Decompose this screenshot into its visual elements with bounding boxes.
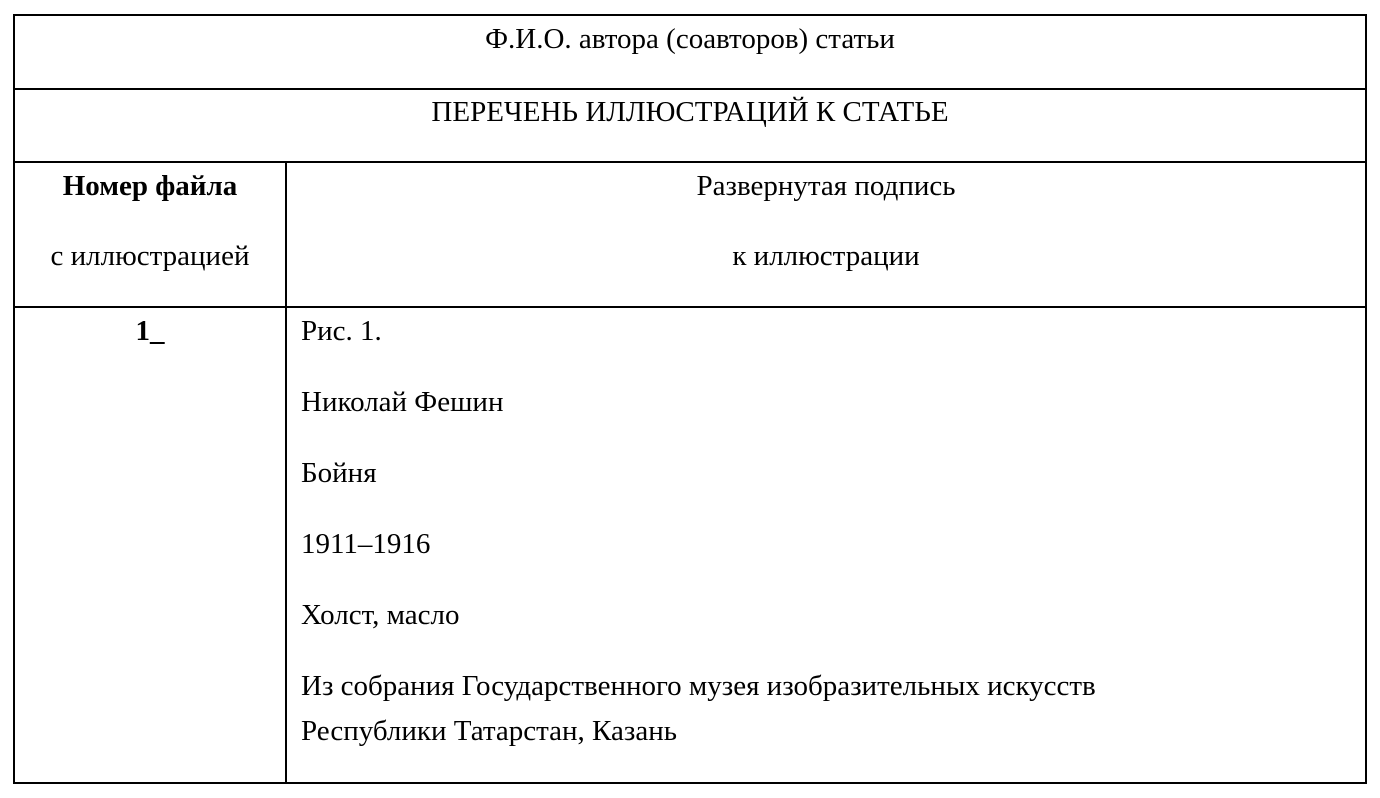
caption-collection-line-1: Из собрания Государственного музея изобразительных искусств bbox=[301, 670, 1096, 702]
caption-date: 1911–1916 bbox=[301, 528, 431, 560]
entry-file-number-cell bbox=[15, 308, 285, 782]
illustration-list-table bbox=[13, 14, 1367, 784]
caption-figure-number: Рис. 1. bbox=[301, 315, 382, 347]
header-caption-cell bbox=[287, 163, 1365, 306]
author-line: Ф.И.О. автора (соавторов) статьи bbox=[485, 23, 895, 55]
table-row bbox=[15, 308, 1365, 782]
header-file-number-line-1: Номер файла bbox=[62, 170, 238, 202]
title-row bbox=[15, 90, 1365, 163]
entry-file-number: 1_ bbox=[135, 315, 165, 347]
header-row bbox=[15, 163, 1365, 308]
header-file-number-cell bbox=[15, 163, 285, 306]
caption-medium: Холст, масло bbox=[301, 599, 460, 631]
entry-caption-cell bbox=[287, 308, 1365, 782]
caption-artist: Николай Фешин bbox=[301, 386, 504, 418]
column-divider bbox=[285, 163, 287, 782]
header-caption-line-2: к иллюстрации bbox=[732, 240, 920, 272]
header-caption-line-1: Развернутая подпись bbox=[696, 170, 956, 202]
list-title: ПЕРЕЧЕНЬ ИЛЛЮСТРАЦИЙ К СТАТЬЕ bbox=[431, 96, 949, 128]
header-file-number-line-2: с иллюстрацией bbox=[50, 240, 250, 272]
caption-artwork-title: Бойня bbox=[301, 457, 377, 489]
caption-collection-line-2: Республики Татарстан, Казань bbox=[301, 715, 677, 747]
author-row bbox=[15, 16, 1365, 90]
